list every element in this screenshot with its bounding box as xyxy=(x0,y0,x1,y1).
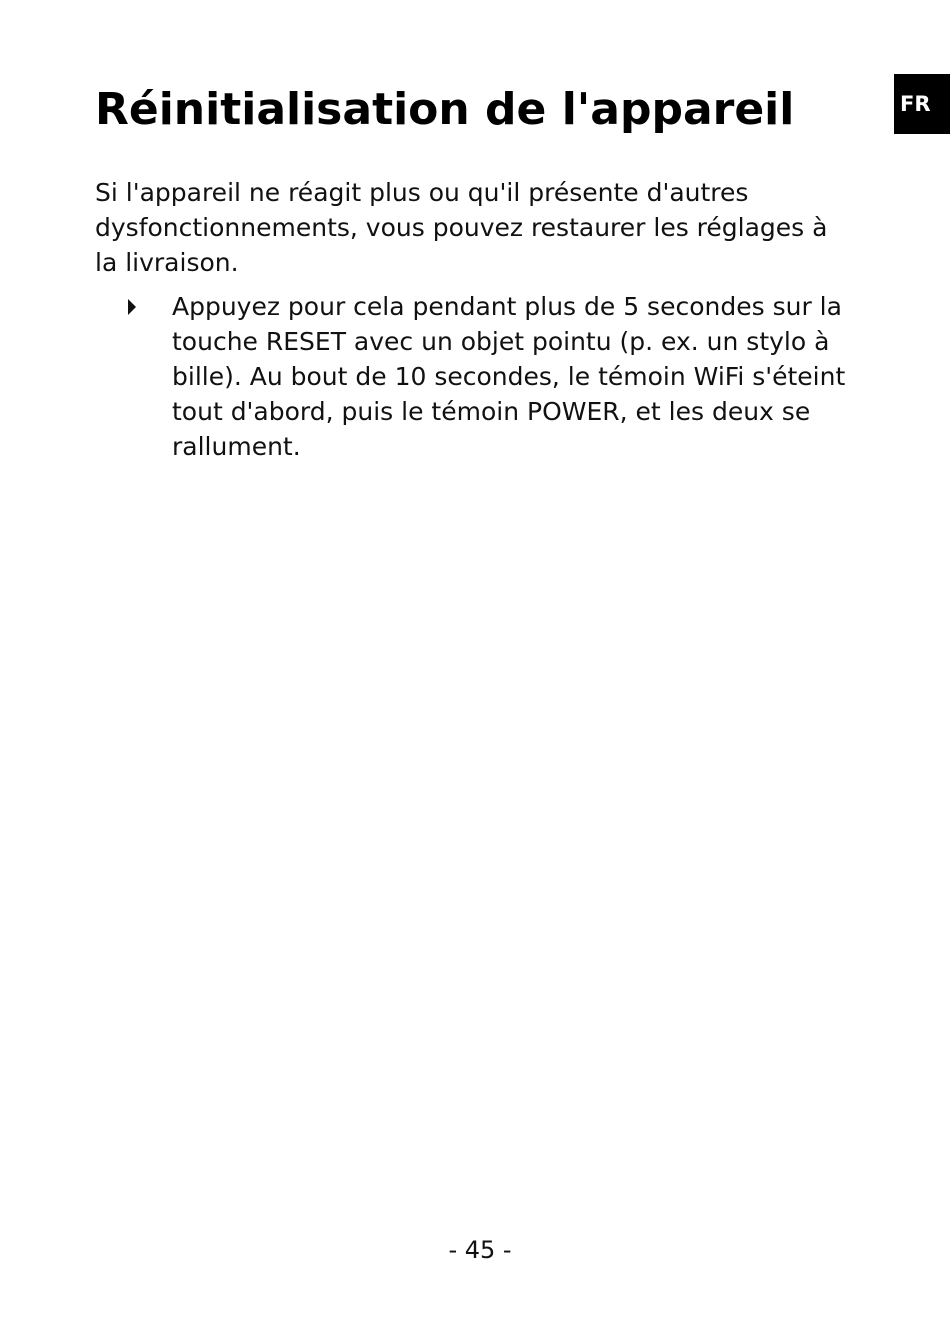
page-number: - 45 - xyxy=(448,1236,512,1264)
intro-paragraph: Si l'appareil ne réagit plus ou qu'il présente d'autres dysfonctionnements, vous pouvez restaurer les réglages à la livraison. xyxy=(95,178,828,277)
triangle-bullet-icon xyxy=(95,289,172,324)
step-text: Appuyez pour cela pendant plus de 5 secondes sur la touche RESET avec un objet pointu (p. ex. un stylo à bille). Au bout de 10 secondes, le témoin WiFi s'éteint tout d'abord, puis le témoin POWER, et les deux se rallument. xyxy=(172,292,846,461)
language-tab: FR xyxy=(894,74,950,134)
list-item xyxy=(95,289,875,464)
page-title: Réinitialisation de l'appareil xyxy=(95,84,795,135)
